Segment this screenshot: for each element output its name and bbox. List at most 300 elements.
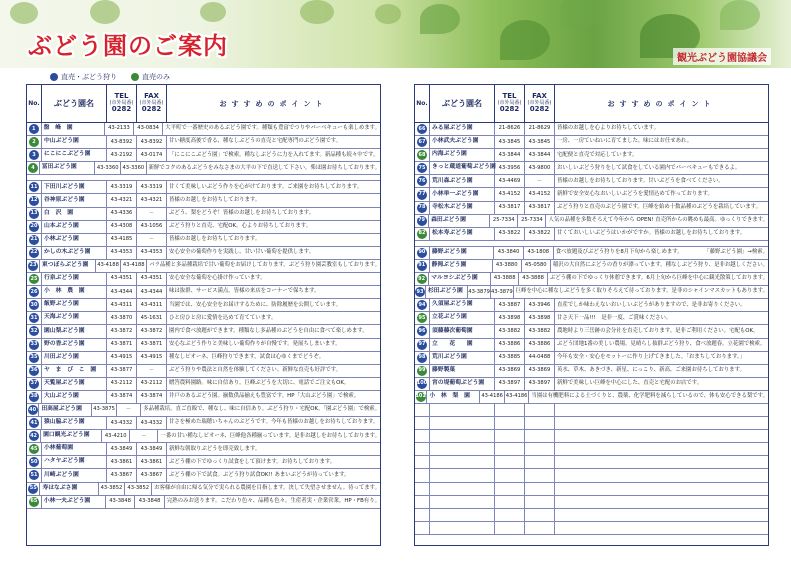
number-badge-icon: 67	[417, 137, 427, 147]
row-fax: 25-7334	[518, 215, 546, 227]
table-row	[415, 352, 768, 365]
row-fax: 43-3867	[137, 469, 167, 481]
row-point: 一番の甘い種なしピオーネ、巨峰他各種揃っています。是非お越しをお待ちしております。	[160, 432, 380, 439]
number-badge-icon: 35	[29, 353, 39, 363]
table-row	[415, 273, 768, 286]
row-no	[415, 365, 430, 377]
table-row	[415, 175, 768, 188]
row-name: かしの木ぶどう園	[42, 247, 107, 259]
row-no	[27, 181, 42, 193]
row-no	[415, 247, 430, 259]
row-name: 松本寿ぶどう園	[430, 228, 495, 240]
row-fax: 43-8392	[137, 136, 167, 148]
number-badge-icon: 75	[417, 163, 427, 173]
table-row	[415, 260, 768, 273]
row-name: 中山ぶどう園	[42, 136, 107, 148]
row-fax	[525, 456, 555, 468]
number-badge-icon: 12	[29, 196, 39, 206]
row-fax: 43-3874	[137, 391, 167, 403]
row-fax: 44-0488	[525, 352, 555, 364]
row-tel: 43-3817	[495, 202, 525, 214]
number-badge-icon: 50	[29, 457, 39, 467]
table-row	[27, 352, 380, 365]
row-name: 藤野製菓	[430, 365, 495, 377]
header-fax-code: 0282	[529, 105, 550, 114]
row-fax: 43-9800	[525, 162, 555, 174]
row-tel: 43-3871	[107, 339, 137, 351]
row-fax: －	[137, 234, 167, 246]
row-point	[555, 430, 768, 442]
row-tel: 43-3887	[495, 299, 525, 311]
row-point: 今年も安全・安心をモットーに作り上げてきました。「おまちしております。」	[557, 353, 746, 360]
row-point: 宅配便と直売で対応しています。	[557, 151, 638, 158]
table-header	[415, 85, 768, 123]
row-no	[415, 417, 430, 429]
row-name: 久須屋ぶどう園	[430, 299, 495, 311]
blue-dot-icon	[50, 73, 58, 81]
row-tel: 43-3886	[495, 339, 525, 351]
page-title: ぶどう園のご案内	[28, 32, 228, 60]
row-tel: 43-3880	[493, 260, 522, 272]
row-no	[415, 215, 429, 227]
table-row	[27, 221, 380, 234]
row-no	[27, 312, 42, 324]
number-badge-icon: 100	[417, 379, 427, 389]
row-no	[27, 247, 42, 259]
row-fax	[525, 443, 555, 455]
row-fax: 43-1808	[524, 247, 554, 259]
row-tel	[495, 443, 525, 455]
row-fax	[525, 417, 555, 429]
row-fax	[525, 404, 555, 416]
row-no	[27, 194, 42, 206]
row-name: 山本ぶどう園	[42, 221, 107, 233]
row-tel: 43-3885	[495, 352, 525, 364]
header-fax-note: (市外局番)	[139, 99, 164, 106]
number-badge-icon: 98	[417, 353, 427, 363]
table-row	[415, 312, 768, 325]
row-name: 小 林 農 園	[42, 286, 107, 298]
row-fax: 43-3897	[525, 378, 555, 390]
row-tel: 43-4351	[107, 273, 137, 285]
row-tel: 43-3849	[107, 443, 137, 455]
row-no	[27, 149, 42, 161]
number-badge-icon: 36	[29, 366, 39, 376]
table-body	[27, 123, 380, 509]
row-tel: 43-2192	[107, 149, 137, 161]
number-badge-icon: 41	[29, 418, 39, 428]
row-tel: 43-4469	[495, 175, 525, 187]
row-name: 荒川ぶどう園	[430, 352, 495, 364]
row-no	[27, 430, 41, 442]
row-name	[430, 483, 495, 495]
row-point: 多品種栽培。直ご直販で、種なし、味に自信あり。ぶどう狩り・宅配OK。「園ぶどう園」で検索。	[143, 406, 381, 413]
row-tel: 43-3822	[495, 228, 525, 240]
row-point: 大平町で一番歴史のあるぶどう園です。種類も豊富でつりやバーベキューも楽しめます。	[165, 125, 380, 132]
row-point: 新鮮な朝取りぶどうを即売致します。	[169, 445, 261, 452]
row-fax: 43-4332	[137, 417, 167, 429]
row-fax: 43-4915	[137, 352, 167, 364]
row-point: ひと房ひと房に愛情を込めて育てています。	[169, 314, 277, 321]
row-point	[555, 509, 768, 521]
table-row	[415, 325, 768, 338]
table-row	[415, 247, 768, 260]
row-no	[27, 391, 42, 403]
row-name: 白 沢 園	[42, 208, 107, 220]
row-point: 安心安全の葡萄作りを実践し、甘い甘い葡萄を提供します。	[169, 249, 315, 256]
row-fax	[525, 430, 555, 442]
number-badge-icon: 82	[417, 229, 427, 239]
table-row	[27, 483, 380, 496]
row-tel: 43-3872	[107, 325, 137, 337]
row-no	[415, 496, 430, 508]
row-fax: 43-4353	[137, 247, 167, 259]
table-row	[27, 430, 380, 443]
table-row	[415, 404, 768, 417]
number-badge-icon: 66	[417, 124, 427, 134]
row-point: 食べ放題及びぶどう狩りを8月下旬から楽しめます。 「藤野ぶどう園」→検索。	[555, 249, 768, 256]
row-name	[430, 509, 495, 521]
row-tel: 43-3874	[107, 391, 137, 403]
table-row	[27, 312, 380, 325]
row-no	[27, 299, 42, 311]
row-no	[27, 221, 42, 233]
row-name: 寿はなぶさ園	[40, 483, 98, 495]
row-point	[555, 483, 768, 495]
row-name: 東つぼらぶどう園	[40, 260, 96, 272]
table-row	[415, 123, 768, 136]
row-tel: 43-4311	[107, 299, 137, 311]
row-point: おいしいぶどう狩りをして試食をしている園内でバーベキューもできるよ。	[557, 164, 741, 171]
table-row	[27, 181, 380, 194]
row-name: 内海ぶどう園	[430, 149, 495, 161]
row-tel: 43-3898	[495, 312, 525, 324]
row-fax: 43-3849	[137, 443, 167, 455]
row-point: 「にこにこぶどう園」で検索。種なしぶどうに力を入れてます。新品種も続々中です。	[169, 151, 379, 158]
row-no	[415, 273, 429, 285]
row-point: ぶどう棚の下で試食。ぶどう狩り試食OK!! あまいぶどうが待っています。	[169, 471, 350, 478]
row-point: ぶどう、梨をどうぞ！皆様のお越しをお待ちしております。	[169, 209, 315, 216]
row-no	[415, 162, 430, 174]
number-badge-icon: 79	[417, 216, 427, 226]
row-name: 須藤藤次葡萄園	[430, 325, 495, 337]
row-point: 甘さを極めた瑞穂いちゃんのぶどうです。今年も皆様のお越しをお待ちしております。	[169, 419, 379, 426]
row-fax: 43-4186	[505, 391, 529, 403]
row-point: 甘くて美味しいぶどう作りを心がけております。ご来園をお待ちしております。	[169, 183, 363, 190]
row-no	[27, 352, 42, 364]
table-row	[415, 483, 768, 496]
number-badge-icon: 33	[29, 340, 39, 350]
table-row	[27, 234, 380, 247]
row-point: 直産でしか味わえないおいしいぶどうがありますので、是非お寄りください。	[557, 301, 746, 308]
table-row	[27, 365, 380, 378]
table-header	[27, 85, 380, 123]
row-name: 飯野ぶどう園	[42, 299, 107, 311]
row-tel: 43-4185	[107, 234, 137, 246]
table-row	[415, 215, 768, 228]
table-row	[415, 430, 768, 443]
number-badge-icon: 91	[417, 261, 427, 271]
row-point: 当園では、安心安全をお届けするために、防除履歴を公開しています。	[169, 301, 342, 308]
row-tel	[495, 456, 525, 468]
row-name	[430, 404, 495, 416]
row-name: 天覧屋ぶどう園	[42, 378, 107, 390]
row-name: 藤野ぶどう園	[430, 247, 494, 259]
table-row	[27, 208, 380, 221]
row-fax	[525, 496, 555, 508]
vineyard-table-right	[414, 84, 769, 546]
row-no	[415, 149, 430, 161]
row-tel: 43-3956	[495, 162, 525, 174]
row-name: 小 林 梨 園	[427, 391, 480, 403]
row-fax	[525, 469, 555, 481]
header-fax-label: FAX	[144, 92, 159, 101]
table-row	[27, 417, 380, 430]
row-fax: 45-1631	[137, 312, 167, 324]
row-no	[27, 123, 42, 135]
table-row	[27, 378, 380, 391]
row-no	[415, 404, 430, 416]
row-no	[415, 241, 430, 246]
row-name	[42, 175, 107, 180]
row-tel: 43-4915	[107, 352, 137, 364]
header-no: No.	[27, 85, 42, 122]
row-fax: 43-3872	[137, 325, 167, 337]
row-no	[415, 443, 430, 455]
row-name: 川崎ぶどう園	[42, 469, 107, 481]
row-point: 農地時より三岳跡の会分社を直売しております。是非ご利用ください。宅配もOK。	[557, 327, 759, 334]
row-point	[555, 417, 768, 429]
row-tel: 43-2133	[105, 123, 134, 135]
table-row	[415, 509, 768, 522]
number-badge-icon: 76	[417, 176, 427, 186]
row-tel: 21-8626	[495, 123, 525, 135]
row-point: 稲沢の大自然にぶどうの香りが漂っています。種なしぶどう狩り、是非お越しください。	[552, 262, 769, 269]
number-badge-icon: 78	[417, 203, 427, 213]
table-row	[27, 286, 380, 299]
row-name: みる屋ぶどう園	[430, 123, 495, 135]
row-name: 小林葡萄園	[42, 443, 107, 455]
row-tel: 43-4332	[107, 417, 137, 429]
header-point: おすすめのポイント	[219, 99, 328, 108]
row-point: バラ品種と多品種栽培で甘い葡萄をお届けしております。ぶどう狩り園芸教室もしております。	[149, 262, 381, 269]
table-row	[27, 273, 380, 286]
row-no	[415, 299, 430, 311]
row-point: 甘い糖度高後で香る、種なしぶどうの直売と宅配専門のぶどう園です。	[169, 138, 342, 145]
row-point: 当園は有機肥料による土づくりと、農薬、化学肥料を減らしているので、体も安心できる梨です。	[531, 393, 768, 400]
row-name: 猿山脇ぶどう園	[42, 417, 107, 429]
council-name: 観光ぶどう園協議会	[673, 48, 771, 65]
table-row	[27, 162, 380, 175]
row-no	[415, 286, 426, 298]
table-row	[27, 194, 380, 207]
row-fax: 43-3882	[525, 325, 555, 337]
row-fax: 43-0174	[137, 149, 167, 161]
table-row	[27, 443, 380, 456]
row-name: 小林ぶどう園	[42, 234, 107, 246]
row-point: 味は抜群、サービス満点。皆様の来店をコーナーで保ちます。	[169, 288, 320, 295]
row-tel: 43-4321	[107, 194, 137, 206]
row-fax: 43-3888	[519, 273, 547, 285]
row-tel: 43-2112	[107, 378, 137, 390]
row-tel: 43-3879	[468, 286, 491, 298]
row-tel: 43-3844	[495, 149, 525, 161]
row-no	[415, 123, 430, 135]
number-badge-icon: 101	[416, 392, 426, 402]
number-badge-icon: 20	[29, 222, 39, 232]
row-name	[430, 417, 495, 429]
row-point: 英水、草木、あきづき、新星、にっこり、新高、ご来園お待ちしております。	[557, 367, 745, 374]
row-tel: 43-4152	[495, 188, 525, 200]
row-fax: 43-3817	[525, 202, 555, 214]
row-no	[27, 175, 42, 180]
row-no	[27, 208, 42, 220]
vineyard-table-left	[26, 84, 381, 546]
row-fax: 43-4311	[137, 299, 167, 311]
row-no	[27, 162, 40, 174]
row-no	[27, 365, 42, 377]
row-fax	[525, 483, 555, 495]
row-no	[415, 352, 430, 364]
row-point: 完熟のみお送ります。こだわり色々、品種も色々。生産者実・企業営業。HP・FB有り。	[166, 497, 381, 504]
row-tel: 43-3882	[495, 325, 525, 337]
table-row	[27, 469, 380, 482]
header-tel-note: (市外局番)	[497, 99, 522, 106]
row-no	[27, 456, 42, 468]
row-name: マルヨシぶどう園	[429, 273, 491, 285]
row-fax: 43-3844	[525, 149, 555, 161]
row-no	[27, 234, 42, 246]
number-badge-icon: 95	[417, 313, 427, 323]
number-badge-icon: 13	[29, 209, 39, 219]
table-row	[27, 325, 380, 338]
header-fax-label: FAX	[532, 92, 547, 101]
row-tel	[495, 469, 525, 481]
number-badge-icon: 30	[29, 300, 39, 310]
row-fax	[525, 522, 555, 534]
row-name: 園山梨ぶどう園	[42, 325, 107, 337]
row-tel: 43-3319	[107, 181, 137, 193]
row-point	[167, 175, 380, 180]
row-fax: 43-3946	[525, 299, 555, 311]
row-name: 園口観光ぶどう園	[41, 430, 102, 442]
row-point: 皆様のお越しをお待ちしております。甘いぶどうを食べてください。	[557, 177, 724, 184]
row-tel: 43-3867	[107, 469, 137, 481]
row-point: ぶどう狩りと直売のぶどう園です。巨峰を始め十数品種のぶどうを栽培しています。	[557, 203, 761, 210]
row-name	[430, 443, 495, 455]
number-badge-icon: 4	[28, 163, 38, 173]
row-fax: 45-0580	[522, 260, 551, 272]
row-fax: 43-3879	[491, 286, 514, 298]
row-fax: －	[117, 404, 141, 416]
row-tel: 43-3888	[491, 273, 519, 285]
header-tel-label: TEL	[502, 92, 517, 101]
row-name: 行泉ぶどう園	[42, 273, 107, 285]
number-badge-icon: 51	[29, 470, 39, 480]
row-no	[415, 483, 430, 495]
row-no	[415, 522, 430, 534]
row-no	[27, 286, 42, 298]
row-tel: 43-8392	[107, 136, 137, 148]
row-fax: 43-3861	[137, 456, 167, 468]
row-tel: 43-3848	[106, 496, 136, 508]
row-no	[415, 312, 430, 324]
row-tel: 43-3852	[99, 483, 126, 495]
row-name: 立花ぶどう園	[430, 312, 495, 324]
row-point: 新鮮で安全安心なおいしいぶどうを愛情込めて作っております。	[557, 190, 713, 197]
number-badge-icon: 31	[29, 313, 39, 323]
row-point: ぶどう狩りや農法と自然を体験してください。新鮮な直売も好評です。	[169, 367, 342, 374]
table-row	[27, 260, 380, 273]
row-tel: 43-4336	[107, 208, 137, 220]
row-fax: 43-3822	[525, 228, 555, 240]
row-name	[430, 241, 495, 246]
table-row	[415, 299, 768, 312]
row-tel	[495, 430, 525, 442]
legend	[50, 72, 170, 82]
row-tel	[495, 241, 525, 246]
row-tel: 43-4308	[107, 221, 137, 233]
row-no	[27, 483, 40, 495]
row-name: 小林武夫ぶどう園	[430, 136, 495, 148]
row-no	[415, 202, 430, 214]
row-fax: 21-8629	[525, 123, 555, 135]
table-row	[415, 378, 768, 391]
row-tel: 43-3360	[95, 162, 121, 174]
row-no	[27, 404, 39, 416]
row-no	[27, 469, 42, 481]
header-no: No.	[415, 85, 430, 122]
row-no	[27, 417, 42, 429]
table-row	[415, 286, 768, 299]
table-row	[415, 188, 768, 201]
row-fax: 43-3886	[525, 339, 555, 351]
number-badge-icon: 45	[29, 444, 39, 454]
row-tel: 43-3861	[107, 456, 137, 468]
table-row	[415, 443, 768, 456]
row-name: 下田川ぶどう園	[42, 181, 107, 193]
row-fax: 43-3845	[525, 136, 555, 148]
table-row	[415, 228, 768, 241]
number-badge-icon: 90	[417, 248, 427, 258]
row-name: ハタヤぶどう園	[42, 456, 107, 468]
row-tel	[495, 483, 525, 495]
row-point	[555, 456, 768, 468]
row-name	[430, 496, 495, 508]
row-no	[415, 391, 427, 403]
row-point: 皆様のお越しをお待ちしております。	[169, 196, 261, 203]
row-point: 新鮮で美味しい巨峰を中心にした、直売と宅配のお店です。	[557, 380, 703, 387]
row-name: にこにこぶどう園	[42, 149, 107, 161]
header-point: おすすめのポイント	[607, 99, 716, 108]
header-name: ぶどう園名	[430, 85, 495, 122]
row-point: 安心安全な葡萄を心掛け作っています。	[169, 275, 266, 282]
row-name	[430, 456, 495, 468]
table-row	[27, 123, 380, 136]
row-point: 巨峰を中心に種なしぶどうを多く取りそろえて待っております。是非のシャインマスカットもあります。	[515, 288, 768, 295]
row-tel: 25-7334	[490, 215, 518, 227]
row-fax: －	[525, 175, 555, 187]
row-fax: 43-3319	[137, 181, 167, 193]
number-badge-icon: 1	[29, 124, 39, 134]
row-point: 一房、一房ていねいに育てました。味にはお任せあれ。	[557, 138, 693, 145]
row-name: 宮の堤葡萄ぶどう園	[430, 378, 495, 390]
table-row	[415, 456, 768, 469]
legend-item-direct	[131, 72, 170, 82]
row-tel	[107, 175, 137, 180]
table-row	[415, 469, 768, 482]
row-no	[415, 325, 430, 337]
